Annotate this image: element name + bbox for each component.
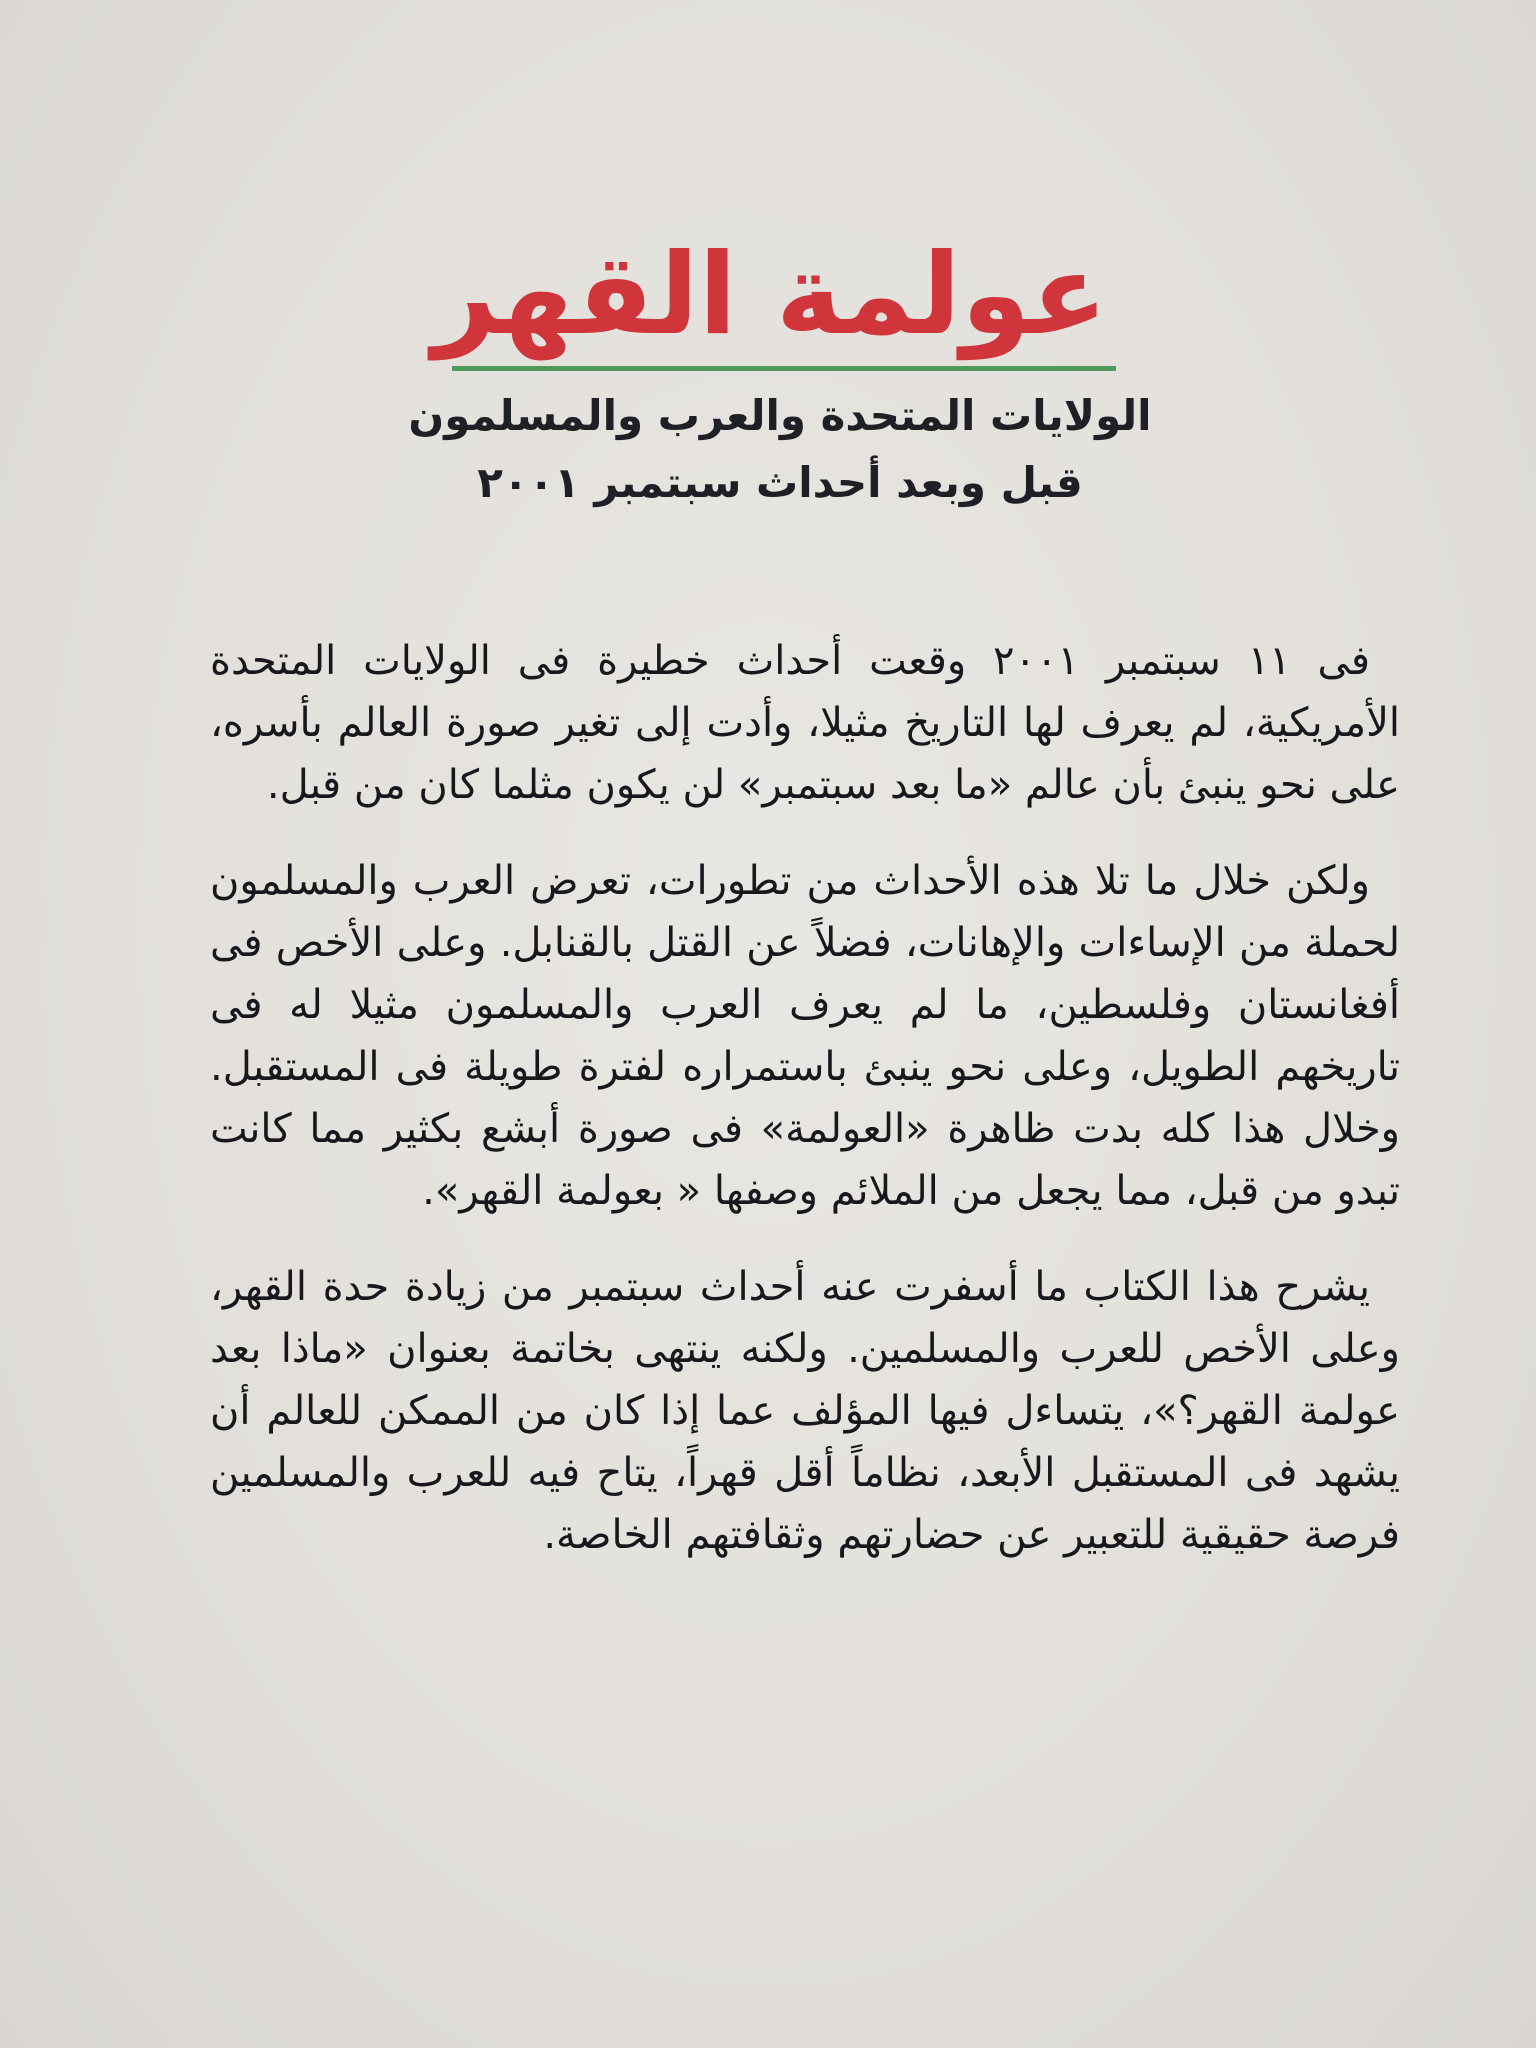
blurb-text — [210, 630, 1400, 1600]
title-divider-line — [452, 366, 1116, 371]
blurb-paragraph-2: ولكن خلال ما تلا هذه الأحداث من تطورات، تعرض العرب والمسلمون لحملة من الإساءات والإهانات، فضلاً عن القتل بالقنابل. وعلى الأخص فى أفغانستان وفلسطين، ما لم يعرف العرب والمسلمون مثيلا له فى تاريخهم الطويل، وعلى نحو ينبئ باستمراره لفترة طويلة فى المستقبل. وخلال هذا كله بدت ظاهرة «العولمة» فى صورة أبشع بكثير مما كانت تبدو من قبل، مما يجعل من الملائم وصفها « بعولمة القهر». — [210, 858, 1400, 1214]
blurb-paragraph-3: يشرح هذا الكتاب ما أسفرت عنه أحداث سبتمبر من زيادة حدة القهر، وعلى الأخص للعرب والمسلمين. ولكنه ينتهى بخاتمة بعنوان «ماذا بعد عولمة القهر؟»، يتساءل فيها المؤلف عما إذا كان من الممكن للعالم أن يشهد فى المستقبل الأبعد، نظاماً أقل قهراً، يتاح فيه للعرب والمسلمين فرصة حقيقية للتعبير عن حضارتهم وثقافتهم الخاصة. — [210, 1264, 1400, 1558]
book-subtitle-line-1: الولايات المتحدة والعرب والمسلمون — [408, 391, 1152, 440]
blurb-paragraph-1: فى ١١ سبتمبر ٢٠٠١ وقعت أحداث خطيرة فى الولايات المتحدة الأمريكية، لم يعرف لها التاريخ مثيلا، وأدت إلى تغير صورة العالم بأسره، على نحو ينبئ بأن عالم «ما بعد سبتمبر» لن يكون مثلما كان من قبل. — [210, 638, 1400, 808]
book-subtitle-line-2: قبل وبعد أحداث سبتمبر ٢٠٠١ — [477, 458, 1083, 507]
book-title: عولمة القهر — [432, 230, 1108, 360]
